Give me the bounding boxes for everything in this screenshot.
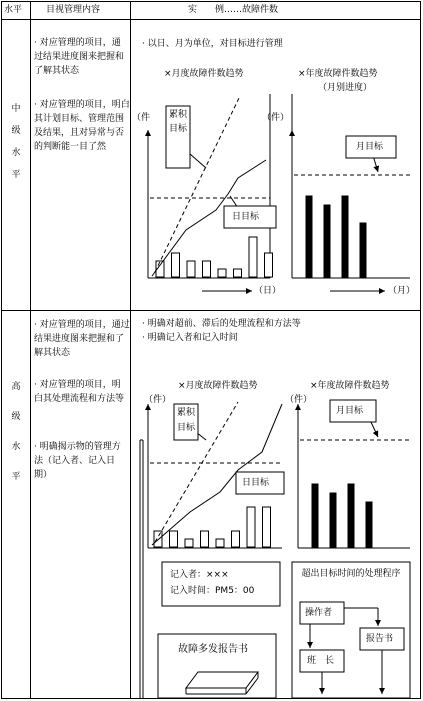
high-month-ylabel: （件） — [144, 395, 172, 405]
high-month-title: ×月度故障件数趋势 — [178, 381, 258, 391]
high-bullet-3: · 明确揭示物的管理方法（记入者、记入日期） — [34, 442, 121, 480]
high-record-time: 记入时间：PM5：00 — [170, 586, 255, 596]
chart-bar — [366, 502, 372, 547]
high-level-char: 平 — [11, 472, 21, 482]
high-recorder: 记入者：××× — [170, 570, 229, 580]
chart-bar — [203, 261, 211, 277]
mid-daily-target: 日目标 — [232, 212, 260, 222]
mid-month-title: ×月度故障件数趋势 — [164, 69, 244, 79]
chart-bar — [154, 531, 162, 547]
high-level-label — [8, 372, 24, 492]
high-month-bars — [154, 507, 271, 547]
mid-level-char: 级 — [11, 126, 21, 136]
mid-x-month: （月） — [388, 286, 416, 296]
header-content: 目视管理内容 — [46, 5, 101, 15]
high-daily-target: 日目标 — [242, 478, 270, 488]
chart-bar — [201, 531, 209, 547]
header-example: 实 例……故障件数 — [188, 5, 279, 15]
high-example-note-2: · 明确记入者和记入时间 — [142, 333, 238, 343]
mid-year-ylabel: （件） — [262, 113, 290, 123]
high-flow-operator: 操作者 — [305, 608, 333, 618]
mid-month-ylabel: （件 — [132, 113, 151, 123]
high-report-title: 故障多发报告书 — [178, 644, 248, 655]
mid-bullet-1: · 对应管理的项目，通过结果进度图来把握和了解其状态 — [34, 38, 125, 76]
high-example-note-1: · 明确对超前、滞后的处理流程和方法等 — [142, 319, 301, 329]
header-level: 水平 — [4, 5, 23, 15]
chart-bar — [330, 493, 336, 547]
chart-bar — [218, 269, 226, 277]
mid-year-bars — [306, 196, 366, 277]
chart-bar — [360, 223, 366, 277]
chart-bar — [187, 261, 195, 277]
mid-month-bars — [156, 237, 273, 277]
mid-year-subtitle: （月别进度） — [318, 83, 373, 93]
high-year-title: ×年度故障件数趋势 — [310, 381, 390, 391]
high-monthly-target: 月目标 — [336, 406, 364, 416]
mid-bullet-2: · 对应管理的项目，明白其计划目标、管理范围及结果，且对异常与否的判断能一目了然 — [34, 100, 130, 152]
mid-monthly-target: 月目标 — [356, 142, 384, 152]
chart-bar — [249, 237, 257, 277]
high-level-char: 级 — [11, 412, 21, 422]
mid-year-title: ×年度故障件数趋势 — [298, 69, 378, 79]
mid-x-day: （日） — [254, 286, 282, 296]
chart-bar — [324, 205, 330, 277]
high-level-char: 高 — [11, 382, 21, 392]
chart-bar — [342, 196, 348, 277]
high-year-ylabel: （件） — [285, 395, 313, 405]
chart-bar — [232, 531, 240, 547]
chart-bar — [172, 253, 180, 277]
high-flow-leader: 班 长 — [307, 656, 335, 666]
mid-example-note: · 以日、月为单位，对目标进行管理 — [142, 39, 283, 49]
chart-bar — [306, 196, 312, 277]
chart-bar — [263, 507, 271, 547]
chart-bar — [234, 269, 242, 277]
chart-bar — [170, 531, 178, 547]
mid-level-char: 水 — [11, 148, 21, 158]
chart-bar — [265, 253, 273, 277]
mid-cumulative-label: 累积目标 — [168, 110, 187, 134]
high-flow-title: 超出目标时间的处理程序 — [301, 569, 401, 579]
high-year-bars — [312, 484, 372, 547]
chart-bar — [312, 484, 318, 547]
chart-bar — [348, 484, 354, 547]
high-bullet-1: · 对应管理的项目，通过结果进度图来把握和了解其状态 — [34, 320, 130, 358]
mid-level-char: 平 — [11, 170, 21, 180]
mid-level-char: 中 — [11, 104, 21, 114]
high-cumulative-label: 累积目标 — [176, 408, 195, 433]
mid-level-label — [8, 98, 24, 186]
high-flow-report: 报告书 — [366, 634, 394, 644]
chart-bar — [247, 507, 255, 547]
chart-bar — [216, 539, 224, 547]
chart-bar — [185, 539, 193, 547]
high-bullet-2: · 对应管理的项目，明白其处理流程和方法等 — [34, 380, 125, 404]
high-level-char: 水 — [11, 442, 21, 452]
